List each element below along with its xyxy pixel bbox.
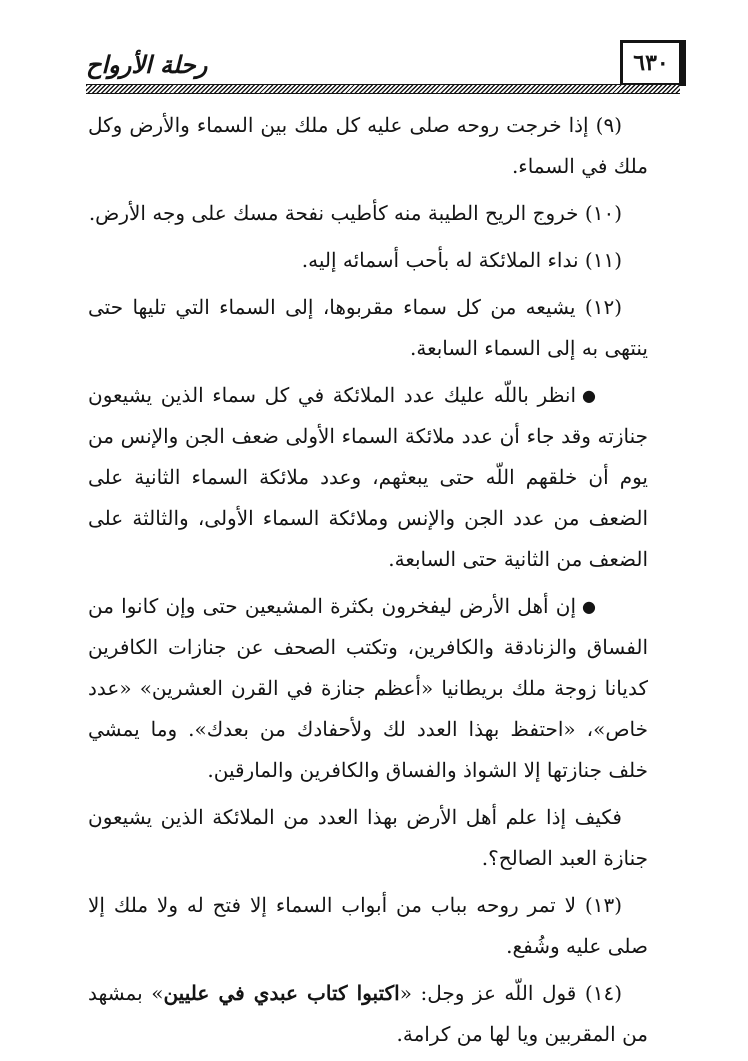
page-header — [86, 40, 686, 100]
paragraph-text: (١٢) يشيعه من كل سماء مقربوها، إلى السماء التي تليها حتى ينتهى به إلى السماء السابعة. — [88, 295, 648, 360]
bullet-icon: ● — [582, 386, 596, 405]
paragraph-text: (٩) إذا خرجت روحه صلى عليه كل ملك بين السماء والأرض وكل ملك في السماء. — [88, 113, 648, 178]
page-body — [88, 105, 648, 1061]
paragraph-text: انظر باللّه عليك عدد الملائكة في كل سماء الذين يشيعون جنازته وقد جاء أن عدد ملائكة السماء الأولى ضعف الجن والإنس من يوم أن خلقهم اللّه حتى يبعثهم، وعدد ملائكة السماء الثانية على الضعف من عدد الجن والإنس وملائكة السماء الأولى، والثالثة على الضعف من الثانية حتى السابعة. — [88, 383, 648, 571]
paragraph-10 — [88, 193, 648, 234]
paragraph-text: (١١) نداء الملائكة له بأحب أسمائه إليه. — [301, 248, 622, 272]
paragraph-text: (١٠) خروج الريح الطيبة منه كأطيب نفحة مسك على وجه الأرض. — [88, 201, 622, 225]
bullet-paragraph-earth-funerals — [88, 586, 648, 791]
running-title: رحلة الأرواح — [86, 50, 208, 79]
paragraph-12 — [88, 287, 648, 369]
page-number: ٦٣٠ — [633, 50, 669, 76]
paragraph-righteous-funeral — [88, 797, 648, 879]
paragraph-11 — [88, 240, 648, 281]
paragraph-text: فكيف إذا علم أهل الأرض بهذا العدد من الملائكة الذين يشيعون جنازة العبد الصالح؟. — [88, 805, 648, 870]
header-rule — [86, 84, 680, 94]
paragraph-9 — [88, 105, 648, 187]
bullet-icon: ● — [582, 597, 596, 616]
paragraph-14 — [88, 973, 648, 1055]
paragraph-text-before: (١٤) قول اللّه عز وجل: « — [399, 981, 622, 1005]
paragraph-text-after: » بمشهد من المقربين ويا لها من كرامة. — [88, 981, 648, 1046]
quoted-verse: اكتبوا كتاب عبدي في عليين — [163, 981, 400, 1005]
bullet-paragraph-angels-count — [88, 375, 648, 580]
paragraph-13 — [88, 885, 648, 967]
paragraph-text: (١٣) لا تمر روحه بباب من أبواب السماء إلا فتح له ولا ملك إلا صلى عليه وشُفع. — [88, 893, 648, 958]
page-number-box — [620, 40, 686, 86]
paragraph-text: إن أهل الأرض ليفخرون بكثرة المشيعين حتى وإن كانوا من الفساق والزنادقة والكافرين، وتكتب الصحف عن جنازات الكافرين كديانا زوجة ملك بريطانيا «أعظم جنازة في القرن العشرين» «عدد خاص»، «احتفظ بهذا العدد لك ولأحفادك من بعدك». وما يمشي خلف جنازتها إلا الشواذ والفساق والكافرين والمارقين. — [88, 594, 648, 782]
